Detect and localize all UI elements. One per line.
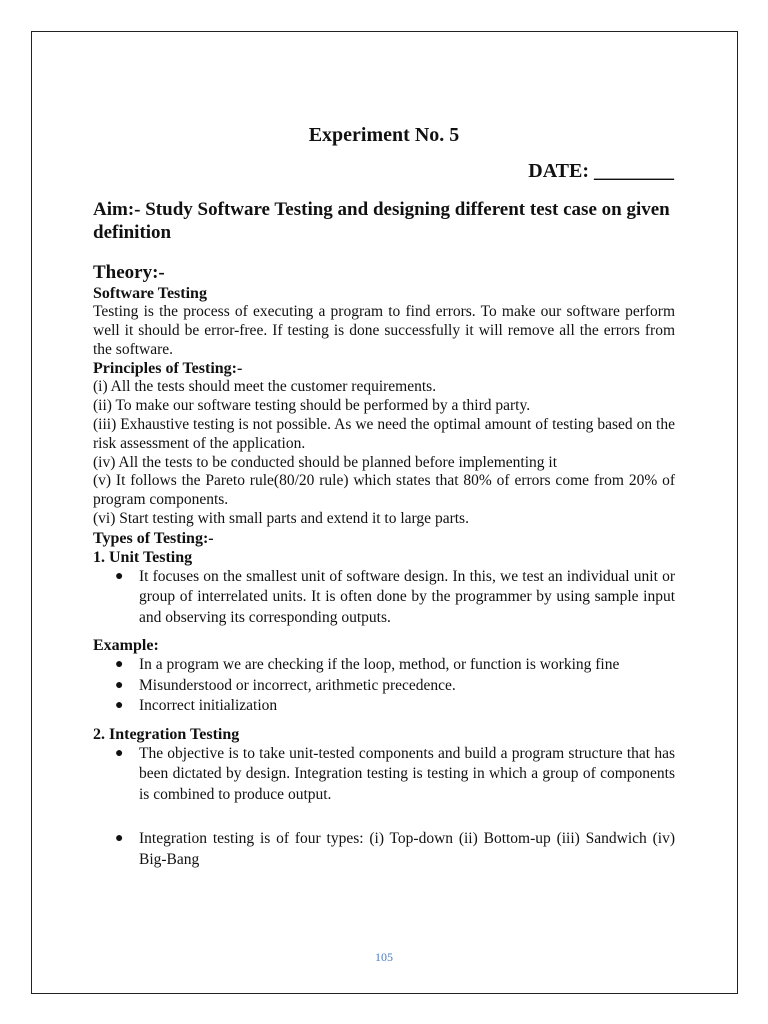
software-testing-heading: Software Testing (93, 285, 207, 302)
list-item (93, 567, 675, 629)
example-heading: Example: (93, 637, 159, 655)
principle-item: (iii) Exhaustive testing is not possible. As we need the optimal amount of testing based on the risk assessment of the application. (93, 415, 675, 452)
list-item-text: Incorrect initialization (139, 697, 278, 715)
integration-testing-heading: 2. Integration Testing (93, 725, 240, 743)
bullet-icon: ● (115, 657, 124, 673)
list-item-text: Misunderstood or incorrect, arithmetic precedence. (139, 676, 456, 694)
unit-testing-list (93, 567, 675, 629)
list-item (93, 655, 675, 676)
list-item-text: The objective is to take unit-tested components and build a program structure that has been dictated by design. Integration testing is testing in which a group of components is combined to produce output. (139, 744, 675, 803)
date-label: DATE: ________ (528, 160, 674, 182)
theory-heading: Theory:- (93, 262, 165, 283)
principles-heading: Principles of Testing:- (93, 360, 243, 378)
example-list (93, 655, 675, 717)
list-item (93, 676, 675, 697)
page-number: 105 (375, 950, 393, 964)
bullet-icon: ● (115, 831, 124, 847)
list-item (93, 744, 675, 806)
list-item (93, 696, 675, 717)
principle-item: (ii) To make our software testing should be performed by a third party. (93, 397, 531, 415)
types-heading: Types of Testing:- (93, 529, 214, 547)
principle-item: (iv) All the tests to be conducted should be planned before implementing it (93, 453, 558, 471)
list-item-text: It focuses on the smallest unit of software design. In this, we test an individual unit or group of interrelated units. It is often done by the programmer by using sample input and observing its corresponding outputs. (139, 567, 675, 626)
integration-testing-list (93, 744, 675, 871)
bullet-icon: ● (115, 698, 124, 714)
software-testing-paragraph: Testing is the process of executing a program to find errors. To make our software perform well it should be error-free. If testing is done successfully it will remove all the errors from the software. (93, 303, 675, 358)
bullet-icon: ● (115, 568, 124, 584)
bullet-icon: ● (115, 745, 124, 761)
list-item-text: Integration testing is of four types: (i) Top-down (ii) Bottom-up (iii) Sandwich (iv) Big-Bang (139, 830, 675, 868)
principle-item: (i) All the tests should meet the customer requirements. (93, 378, 437, 396)
page-title: Experiment No. 5 (308, 124, 460, 146)
bullet-icon: ● (115, 677, 124, 693)
list-item-text: In a program we are checking if the loop, method, or function is working fine (139, 656, 620, 674)
unit-testing-heading: 1. Unit Testing (93, 548, 193, 566)
principle-item: (vi) Start testing with small parts and extend it to large parts. (93, 509, 469, 527)
document-body (93, 198, 675, 870)
list-item (93, 829, 675, 870)
principle-item: (v) It follows the Pareto rule(80/20 rule) which states that 80% of errors come from 20% of program components. (93, 472, 675, 509)
aim-statement: Aim:- Study Software Testing and designing different test case on given definition (93, 199, 670, 243)
spacer (93, 805, 675, 829)
